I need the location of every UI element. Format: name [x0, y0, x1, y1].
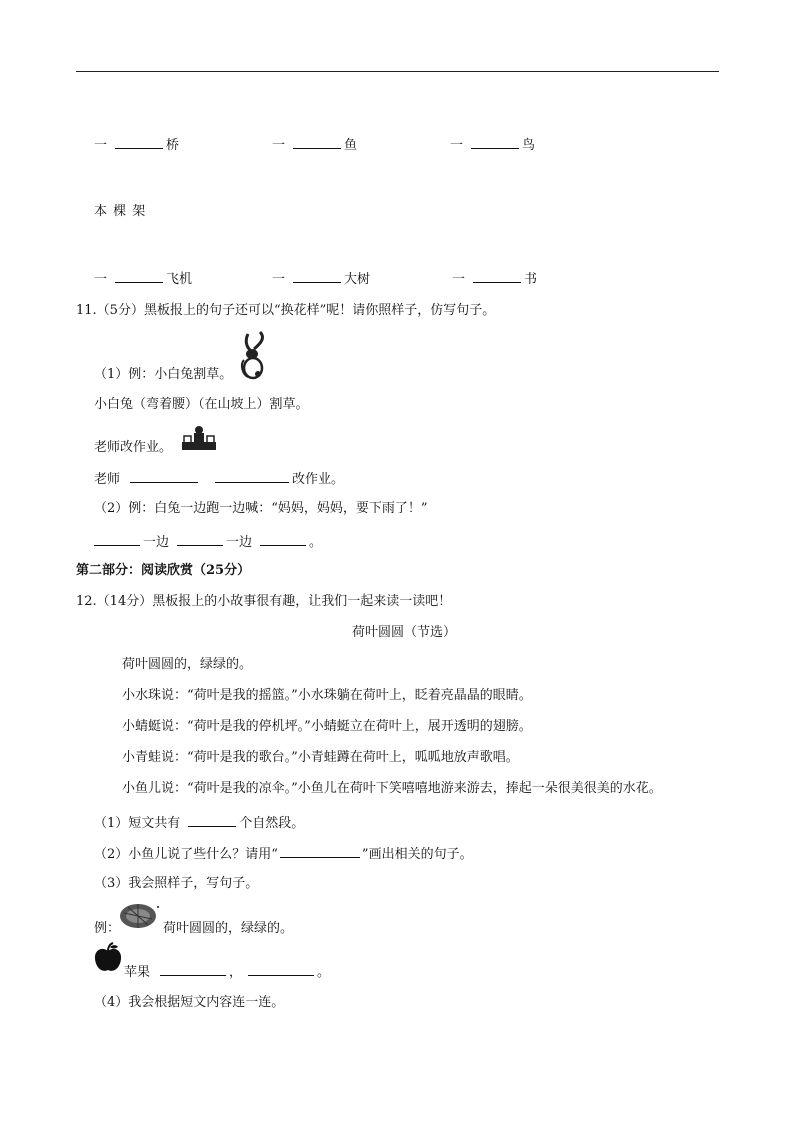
fill-text: 一边: [143, 535, 170, 550]
answer-blank[interactable]: [248, 963, 314, 976]
answer-blank[interactable]: [260, 533, 306, 546]
fill-prefix: 一: [94, 272, 108, 287]
fill-prefix: 苹果: [124, 965, 151, 980]
answer-blank[interactable]: [94, 533, 140, 546]
q12-sub-1: [94, 814, 304, 832]
fill-suffix: 桥: [166, 138, 180, 153]
fill-suffix: ”画出相关的句子。: [361, 847, 473, 862]
underline-sample: [280, 845, 360, 858]
answer-blank[interactable]: [177, 533, 223, 546]
fill-prefix: 一: [272, 138, 286, 153]
fill-item-bird: [450, 136, 535, 154]
q11-example-1: （1）例：小白兔割草。: [94, 367, 233, 382]
q12-title: 12.（14分）黑板报上的小故事很有趣，让我们一起来读一读吧！: [76, 594, 452, 609]
fill-suffix: 大树: [344, 272, 371, 287]
section-2-heading: 第二部分：阅读欣赏（25分）: [76, 563, 251, 578]
answer-blank[interactable]: [293, 136, 341, 149]
header-rule: [76, 71, 719, 72]
teacher-desk-icon: [180, 424, 218, 452]
example-label: 例：: [94, 921, 121, 936]
passage-paragraph: 小鱼儿说：“荷叶是我的凉伞。”小鱼儿在荷叶下笑嘻嘻地游来游去，捧起一朵很美很美的水花。: [122, 781, 662, 796]
fill-suffix: 个自然段。: [239, 816, 305, 831]
passage-paragraph: 小蜻蜓说：“荷叶是我的停机坪。”小蜻蜓立在荷叶上，展开透明的翅膀。: [122, 719, 532, 734]
answer-blank[interactable]: [215, 470, 289, 483]
passage-title: 荷叶圆圆（节选）: [352, 625, 457, 640]
fill-text: 一边: [226, 535, 253, 550]
fill-prefix: （1）短文共有: [94, 816, 181, 831]
q11-task-2-fill: [94, 533, 322, 551]
answer-blank[interactable]: [160, 963, 226, 976]
q11-task-1-fill: [94, 470, 344, 488]
fill-item-bridge: [94, 136, 179, 154]
fill-prefix: 老师: [94, 472, 121, 487]
q11-example-2: （2）例：白兔一边跑一边喊：“妈妈，妈妈，要下雨了！”: [94, 501, 428, 516]
fill-prefix: 一: [450, 138, 464, 153]
q11-task-1: 老师改作业。: [94, 440, 173, 455]
fill-text: 。: [309, 535, 323, 550]
answer-blank[interactable]: [473, 270, 521, 283]
answer-blank[interactable]: [293, 270, 341, 283]
fill-item-plane: [94, 270, 192, 288]
answer-blank[interactable]: [471, 136, 519, 149]
rabbit-icon: [236, 330, 270, 380]
q12-sub-3: （3）我会照样子，写句子。: [94, 876, 259, 891]
fill-item-fish: [272, 136, 357, 154]
q12-sub-4: （4）我会根据短文内容连一连。: [94, 995, 285, 1010]
fill-text: 。: [317, 965, 331, 980]
passage-paragraph: 荷叶圆圆的，绿绿的。: [122, 657, 253, 672]
fill-suffix: 改作业。: [292, 472, 345, 487]
example-sentence: 荷叶圆圆的，绿绿的。: [163, 921, 294, 936]
apple-icon: [92, 942, 124, 974]
passage-paragraph: 小水珠说：“荷叶是我的摇篮。”小水珠躺在荷叶上，眨着亮晶晶的眼睛。: [122, 688, 532, 703]
fill-suffix: 鸟: [522, 138, 536, 153]
answer-blank[interactable]: [130, 470, 198, 483]
answer-blank[interactable]: [188, 814, 236, 827]
fill-item-tree: [272, 270, 370, 288]
answer-blank[interactable]: [115, 270, 163, 283]
q11-example-1-expanded: 小白兔（弯着腰）（在山坡上）割草。: [94, 397, 309, 412]
fill-suffix: 书: [524, 272, 538, 287]
fill-suffix: 鱼: [344, 138, 358, 153]
q12-sub-2: [94, 845, 473, 863]
fill-text: ，: [229, 965, 243, 980]
q11-title: 11.（5分）黑板报上的句子还可以“换花样”呢！请你照样子，仿写句子。: [76, 303, 496, 318]
apple-sentence-fill: [124, 963, 330, 981]
fill-suffix: 飞机: [166, 272, 193, 287]
word-bank: 本 棵 架: [94, 204, 146, 219]
answer-blank[interactable]: [115, 136, 163, 149]
fill-prefix: （2）小鱼儿说了些什么？请用“: [94, 847, 278, 862]
passage-paragraph: 小青蛙说：“荷叶是我的歌台。”小青蛙蹲在荷叶上，呱呱地放声歌唱。: [122, 750, 519, 765]
fill-prefix: 一: [272, 272, 286, 287]
lotus-leaf-icon: [118, 901, 160, 931]
fill-prefix: 一: [94, 138, 108, 153]
fill-item-book: [452, 270, 537, 288]
fill-prefix: 一: [452, 272, 466, 287]
